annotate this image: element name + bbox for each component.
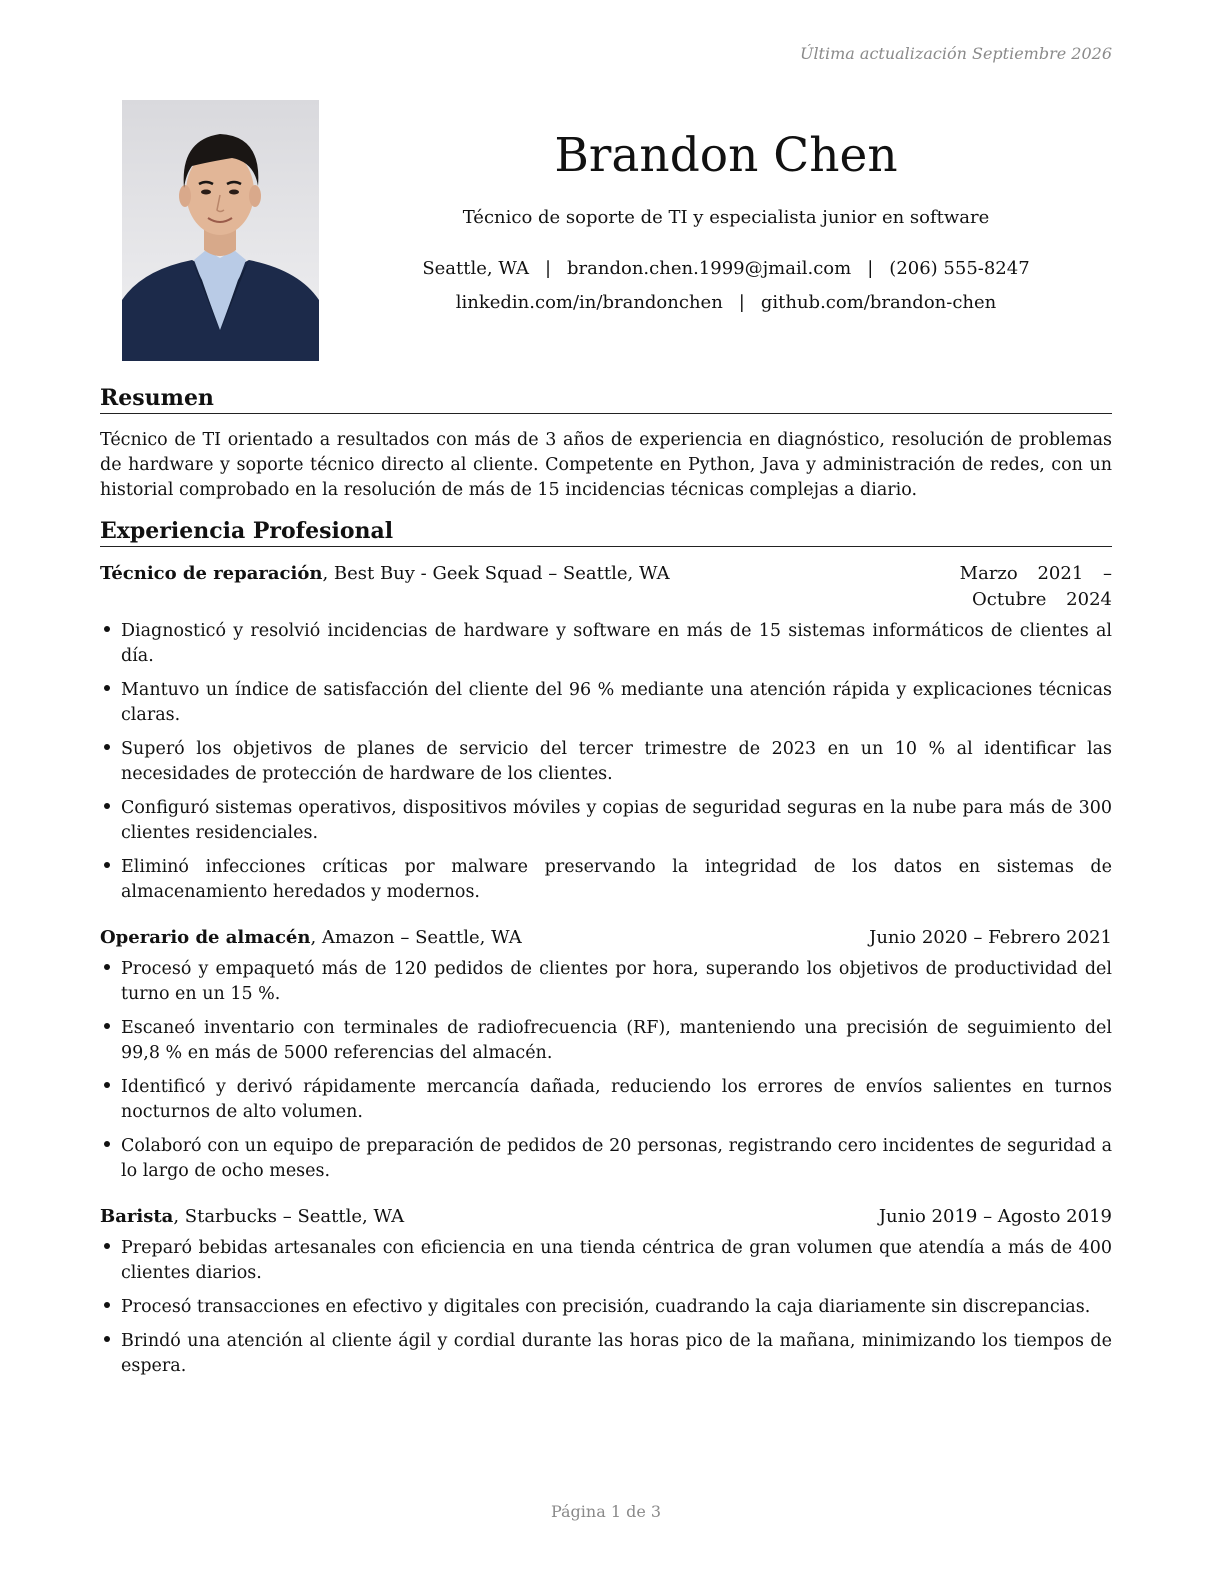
job-role: Barista bbox=[100, 1206, 174, 1227]
section-title-summary: Resumen bbox=[100, 384, 1112, 414]
page-number: Página 1 de 3 bbox=[550, 1502, 662, 1521]
contact-line-1 bbox=[340, 252, 1112, 286]
list-item: Eliminó infecciones críticas por malware preservando la integridad de los datos en sistemas de almacenamiento heredados y modernos. bbox=[100, 855, 1112, 905]
job-bullets bbox=[100, 1236, 1112, 1379]
contact-location: Seattle, WA bbox=[422, 258, 529, 279]
contact-line-2 bbox=[340, 286, 1112, 320]
list-item: Superó los objetivos de planes de servicio del tercer trimestre de 2023 en un 10 % al identificar las necesidades de protección de hardware de los clientes. bbox=[100, 737, 1112, 787]
list-item: Colaboró con un equipo de preparación de pedidos de 20 personas, registrando cero incidentes de seguridad a lo largo de ocho meses. bbox=[100, 1134, 1112, 1184]
profile-photo bbox=[122, 100, 319, 361]
contact-separator: | bbox=[867, 258, 874, 279]
summary-text: Técnico de TI orientado a resultados con más de 3 años de experiencia en diagnóstico, resolución de problemas de hardware y soporte técnico directo al cliente. Competente en Python, Java y administración de redes, con un historial comprobado en la resolución de más de 15 incidencias técnicas complejas a diario. bbox=[100, 430, 1112, 500]
candidate-name: Brandon Chen bbox=[554, 128, 898, 183]
job-company: , Amazon – Seattle, WA bbox=[310, 927, 522, 948]
list-item: Preparó bebidas artesanales con eficiencia en una tienda céntrica de gran volumen que atendía a más de 400 clientes diarios. bbox=[100, 1236, 1112, 1286]
resume-header bbox=[340, 124, 1112, 320]
job-dates: Junio 2020 – Febrero 2021 bbox=[869, 927, 1112, 948]
job-bullets bbox=[100, 619, 1112, 905]
job-dates: Marzo 2021 – Octubre 2024 bbox=[959, 563, 1112, 610]
job-company: , Starbucks – Seattle, WA bbox=[173, 1206, 405, 1227]
job-bullets bbox=[100, 957, 1112, 1184]
job-header bbox=[100, 925, 1112, 951]
job-company: , Best Buy - Geek Squad – Seattle, WA bbox=[322, 563, 670, 584]
contact-info bbox=[340, 252, 1112, 320]
job-role: Operario de almacén bbox=[100, 927, 311, 948]
job-header bbox=[100, 561, 1112, 613]
job-entry bbox=[100, 561, 1112, 905]
list-item: Configuró sistemas operativos, dispositivos móviles y copias de seguridad seguras en la nube para más de 300 clientes residenciales. bbox=[100, 796, 1112, 846]
job-entry bbox=[100, 1204, 1112, 1379]
contact-separator: | bbox=[738, 292, 745, 313]
list-item: Mantuvo un índice de satisfacción del cliente del 96 % mediante una atención rápida y explicaciones técnicas claras. bbox=[100, 678, 1112, 728]
list-item: Brindó una atención al cliente ágil y cordial durante las horas pico de la mañana, minimizando los tiempos de espera. bbox=[100, 1329, 1112, 1379]
contact-email[interactable]: brandon.chen.1999@jmail.com bbox=[567, 258, 852, 279]
job-dates: Junio 2019 – Agosto 2019 bbox=[878, 1206, 1112, 1227]
list-item: Procesó transacciones en efectivo y digitales con precisión, cuadrando la caja diariamente sin discrepancias. bbox=[100, 1295, 1112, 1320]
contact-separator: | bbox=[544, 258, 552, 279]
contact-linkedin[interactable]: linkedin.com/in/brandonchen bbox=[455, 292, 723, 313]
candidate-subtitle: Técnico de soporte de TI y especialista junior en software bbox=[462, 207, 990, 228]
last-updated-note: Última actualización Septiembre 2026 bbox=[799, 44, 1112, 63]
job-header bbox=[100, 1204, 1112, 1230]
resume-body bbox=[100, 384, 1112, 1388]
list-item: Escaneó inventario con terminales de radiofrecuencia (RF), manteniendo una precisión de seguimiento del 99,8 % en más de 5000 referencias del almacén. bbox=[100, 1016, 1112, 1066]
job-entry bbox=[100, 925, 1112, 1184]
list-item: Identificó y derivó rápidamente mercancía dañada, reduciendo los errores de envíos salientes en turnos nocturnos de alto volumen. bbox=[100, 1075, 1112, 1125]
list-item: Procesó y empaquetó más de 120 pedidos de clientes por hora, superando los objetivos de productividad del turno en un 15 %. bbox=[100, 957, 1112, 1007]
job-role: Técnico de reparación bbox=[100, 563, 323, 584]
section-title-experience: Experiencia Profesional bbox=[100, 517, 1112, 547]
contact-phone[interactable]: (206) 555-8247 bbox=[889, 258, 1030, 279]
contact-github[interactable]: github.com/brandon-chen bbox=[760, 292, 997, 313]
list-item: Diagnosticó y resolvió incidencias de hardware y software en más de 15 sistemas informáticos de clientes al día. bbox=[100, 619, 1112, 669]
